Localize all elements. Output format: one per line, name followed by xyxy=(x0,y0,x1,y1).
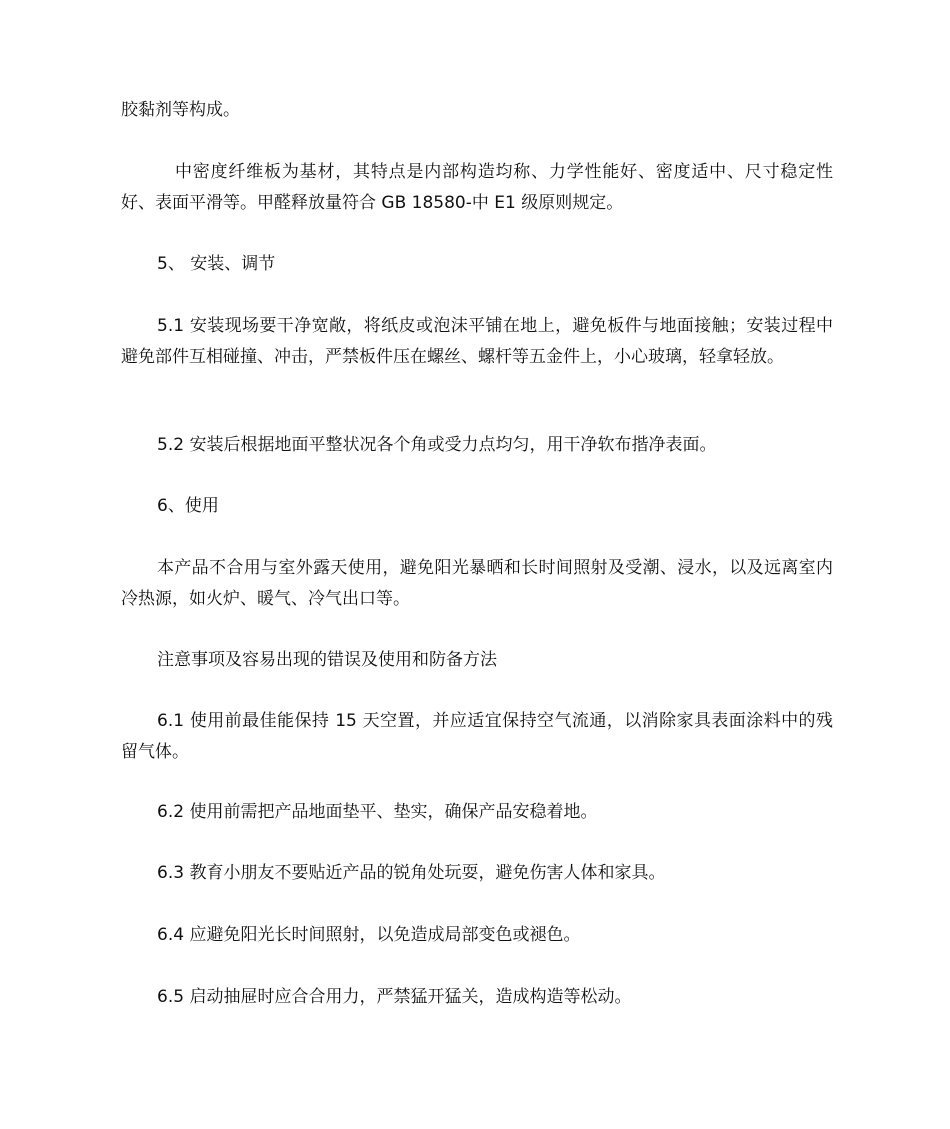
paragraph-usage-environment: 本产品不合用与室外露天使用，避免阳光暴晒和长时间照射及受潮、浸水，以及远离室内冷热源，如火炉、暖气、冷气出口等。 xyxy=(121,558,833,609)
paragraph-6-5: 6.5 启动抽屉时应合合用力，严禁猛开猛关，造成构造等松动。 xyxy=(157,987,632,1007)
heading-usage: 6、使用 xyxy=(157,496,219,516)
paragraph-6-2: 6.2 使用前需把产品地面垫平、垫实，确保产品安稳着地。 xyxy=(157,802,598,822)
paragraph-5-1: 5.1 安装现场要干净宽敞，将纸皮或泡沫平铺在地上，避免板件与地面接触；安装过程中避免部件互相碰撞、冲击，严禁板件压在螺丝、螺杆等五金件上，小心玻璃，轻拿轻放。 xyxy=(121,316,833,367)
paragraph-6-1: 6.1 使用前最佳能保持 15 天空置，并应适宜保持空气流通，以消除家具表面涂料中的残留气体。 xyxy=(121,711,833,762)
paragraph-5-2: 5.2 安装后根据地面平整状况各个角或受力点均匀，用干净软布揩净表面。 xyxy=(157,435,717,455)
heading-precautions: 注意事项及容易出现的错误及使用和防备方法 xyxy=(157,650,497,670)
heading-install-adjust: 5、 安装、调节 xyxy=(157,254,276,274)
paragraph-6-4: 6.4 应避免阳光长时间照射，以免造成局部变色或褪色。 xyxy=(157,925,581,945)
paragraph-adhesive-continuation: 胶黏剂等构成。 xyxy=(121,100,240,120)
paragraph-mdf-substrate: 中密度纤维板为基材，其特点是内部构造均称、力学性能好、密度适中、尺寸稳定性好、表面平滑等。甲醛释放量符合 GB 18580-中 E1 级原则规定。 xyxy=(121,162,833,213)
paragraph-6-3: 6.3 教育小朋友不要贴近产品的锐角处玩耍，避免伤害人体和家具。 xyxy=(157,863,666,883)
